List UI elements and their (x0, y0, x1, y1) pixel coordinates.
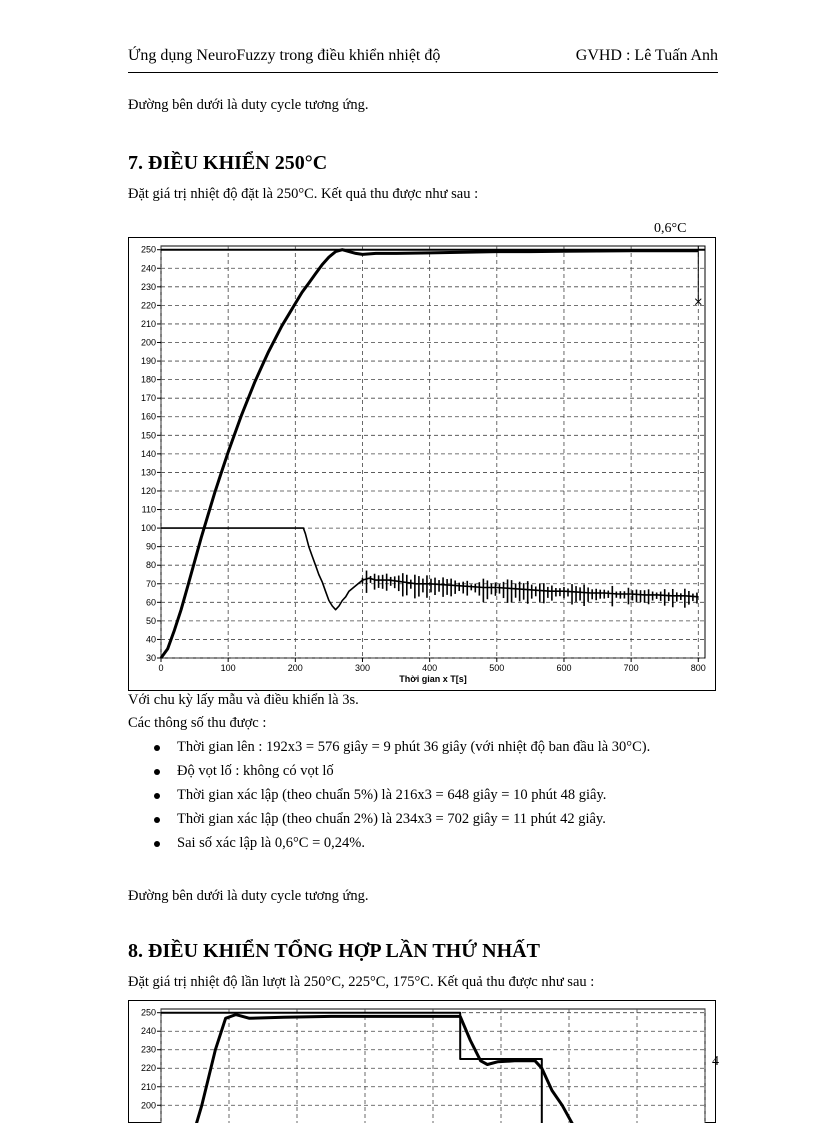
bullet-icon (154, 793, 160, 799)
error-annotation: 0,6°C (654, 221, 687, 236)
x-tick-label: 600 (556, 663, 572, 673)
y-tick-label: 140 (140, 448, 156, 459)
y-tick-label: 230 (140, 1044, 156, 1055)
section-7-setpoint-text: Đặt giá trị nhiệt độ đặt là 250°C. Kết quả thu được như sau : (128, 186, 479, 202)
list-item: Thời gian xác lập (theo chuẩn 5%) là 216x3 = 648 giây = 10 phút 48 giây. (152, 786, 718, 805)
section-8-setpoint-text: Đặt giá trị nhiệt độ lần lượt là 250°C, 225°C, 175°C. Kết quả thu được như sau : (128, 974, 595, 990)
y-tick-label: 70 (145, 578, 156, 589)
params-intro-text: Các thông số thu được : (128, 715, 267, 731)
y-tick-label: 180 (140, 374, 156, 385)
y-tick-label: 240 (140, 263, 156, 274)
x-tick-label: 800 (690, 663, 706, 673)
list-item: Độ vọt lố : không có vọt lố (152, 762, 718, 781)
x-tick-label: 200 (287, 663, 303, 673)
y-tick-label: 220 (140, 300, 156, 311)
y-tick-label: 190 (140, 356, 156, 367)
y-tick-label: 40 (145, 634, 156, 645)
y-tick-label: 210 (140, 1081, 156, 1092)
sampling-period-text: Với chu kỳ lấy mẫu và điều khiển là 3s. (128, 692, 359, 708)
section-7-duty-cycle-text: Đường bên dưới là duty cycle tương ứng. (128, 888, 369, 904)
params-list (152, 738, 718, 858)
y-tick-label: 230 (140, 281, 156, 292)
bullet-icon (154, 841, 160, 847)
list-item: Thời gian xác lập (theo chuẩn 2%) là 234x3 = 702 giây = 11 phút 42 giây. (152, 810, 718, 829)
section-8-heading: 8. ĐIỀU KHIỂN TỔNG HỢP LẦN THỨ NHẤT (128, 940, 540, 962)
y-tick-label: 200 (140, 337, 156, 348)
header-title: Ứng dụng NeuroFuzzy trong điều khiển nhiệt độ (128, 47, 441, 64)
y-tick-label: 120 (140, 485, 156, 496)
y-tick-label: 90 (145, 541, 156, 552)
y-tick-label: 220 (140, 1063, 156, 1074)
header-supervisor: GVHD : Lê Tuấn Anh (575, 47, 718, 64)
y-tick-label: 110 (141, 504, 156, 515)
chart-combined-response (128, 1000, 716, 1123)
chart-250c-response (128, 237, 716, 691)
x-tick-label: 300 (354, 663, 370, 673)
y-tick-label: 30 (145, 653, 156, 663)
list-item: Thời gian lên : 192x3 = 576 giây = 9 phút 36 giây (với nhiệt độ ban đầu là 30°C). (152, 738, 718, 757)
y-tick-label: 160 (140, 411, 156, 422)
bullet-icon (154, 745, 160, 751)
page-number: 4 (712, 1054, 719, 1069)
x-axis-label: Thời gian x T[s] (399, 674, 467, 684)
y-tick-label: 250 (140, 244, 156, 255)
y-tick-label: 100 (140, 523, 156, 534)
y-tick-label: 50 (145, 615, 156, 626)
intro-duty-cycle-text: Đường bên dưới là duty cycle tương ứng. (128, 97, 369, 113)
y-tick-label: 60 (145, 597, 156, 608)
y-tick-label: 150 (140, 430, 156, 441)
y-tick-label: 80 (145, 560, 156, 571)
y-tick-label: 130 (140, 467, 156, 478)
x-tick-label: 400 (422, 663, 438, 673)
bullet-icon (154, 817, 160, 823)
y-tick-label: 240 (140, 1026, 156, 1037)
header-rule (128, 72, 718, 73)
y-tick-label: 250 (140, 1007, 156, 1018)
plot-area (161, 246, 705, 658)
x-tick-label: 100 (220, 663, 236, 673)
list-item: Sai số xác lập là 0,6°C = 0,24%. (152, 834, 718, 853)
y-tick-label: 170 (140, 393, 156, 404)
x-tick-label: 700 (623, 663, 639, 673)
section-7-heading: 7. ĐIỀU KHIỂN 250°C (128, 152, 328, 174)
y-tick-label: 210 (140, 318, 156, 329)
bullet-icon (154, 769, 160, 775)
x-tick-label: 500 (489, 663, 505, 673)
x-tick-label: 0 (158, 663, 164, 673)
y-tick-label: 200 (140, 1100, 156, 1111)
